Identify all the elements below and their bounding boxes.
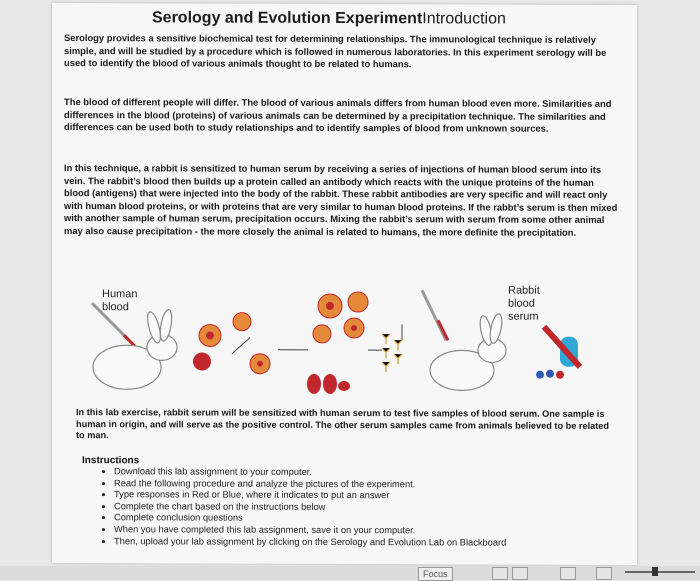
antibodies-icon <box>382 334 402 372</box>
list-item: • Download this lab assignment to your computer. <box>114 466 584 479</box>
outline-view-icon[interactable] <box>596 567 612 580</box>
document-page <box>52 3 637 565</box>
paragraph-1: Serology provides a sensitive biochemical test for determining relationships. The immunological technique is relatively simple, and will be studied by a procedure which is followed in numerous laboratories. In this experiment serology will be used to identify the blood of various animals thought to be related to humans. <box>64 32 620 72</box>
page-title <box>152 9 506 28</box>
zoom-slider-handle[interactable] <box>652 567 658 576</box>
rabbit-left-icon <box>93 308 177 389</box>
test-tube-icon <box>536 327 580 379</box>
syringe-right-icon <box>422 290 448 340</box>
list-item: • Complete the chart based on the instructions below <box>114 501 584 514</box>
zoom-slider[interactable] <box>625 571 695 573</box>
list-item: • When you have completed this lab assignment, save it on your computer. <box>114 524 584 537</box>
human-blood-label: Human blood <box>102 288 162 314</box>
list-item: • Complete conclusion questions <box>114 513 584 526</box>
paragraph-2: The blood of different people will differ. The blood of various animals differs from human blood even more. Similarities and differences in the blood (proteins) of various animals can be determined by a precipitation technique. The similarities and differences can be used both to study relationships and to identify samples of blood from unknown sources. <box>64 96 620 136</box>
list-item: • Then, upload your lab assignment by clicking on the Serology and Evolution Lab on Blackboard <box>114 536 584 549</box>
list-item: • Type responses in Red or Blue, where it indicates to put an answer <box>114 489 584 502</box>
rabbit-serum-label: Rabbit blood serum <box>508 285 568 324</box>
read-mode-icon[interactable] <box>492 567 508 580</box>
focus-button[interactable]: Focus <box>418 567 453 581</box>
instructions-heading: Instructions <box>82 455 139 466</box>
lab-description: In this lab exercise, rabbit serum will be sensitized with human serum to test five samples of blood serum. One sample is human in origin, and will serve as the positive control. The other serum samples came from animals believed to be related to man. <box>76 407 616 443</box>
print-layout-icon[interactable] <box>512 567 528 580</box>
blood-cells-icon <box>193 291 368 394</box>
paragraph-3: In this technique, a rabbit is sensitized to human serum by receiving a series of injections of human blood serum into its vein. The rabbit’s blood then builds up a protein called an antibody which reacts with the unique proteins of the human blood (antigens) that were injected into the body of the rabbit. These rabbit antibodies are very specific and will react only with human blood proteins, or with proteins that are very similar to human blood proteins. If the rabbt’s serum is then mixed with another sample of human serum, precipitation occurs. Mixing the rabbit’s serum with serum from some other animal may also cause precipitation - the more closely the animal is related to humans, the more definite the precipitation. <box>64 162 620 240</box>
title-sub: Introduction <box>422 10 506 27</box>
list-item: • Read the following procedure and analyze the pictures of the experiment. <box>114 478 584 491</box>
status-bar <box>0 566 700 580</box>
instructions-list <box>98 466 584 549</box>
web-layout-icon[interactable] <box>560 567 576 580</box>
title-main: Serology and Evolution Experiment <box>152 9 422 27</box>
